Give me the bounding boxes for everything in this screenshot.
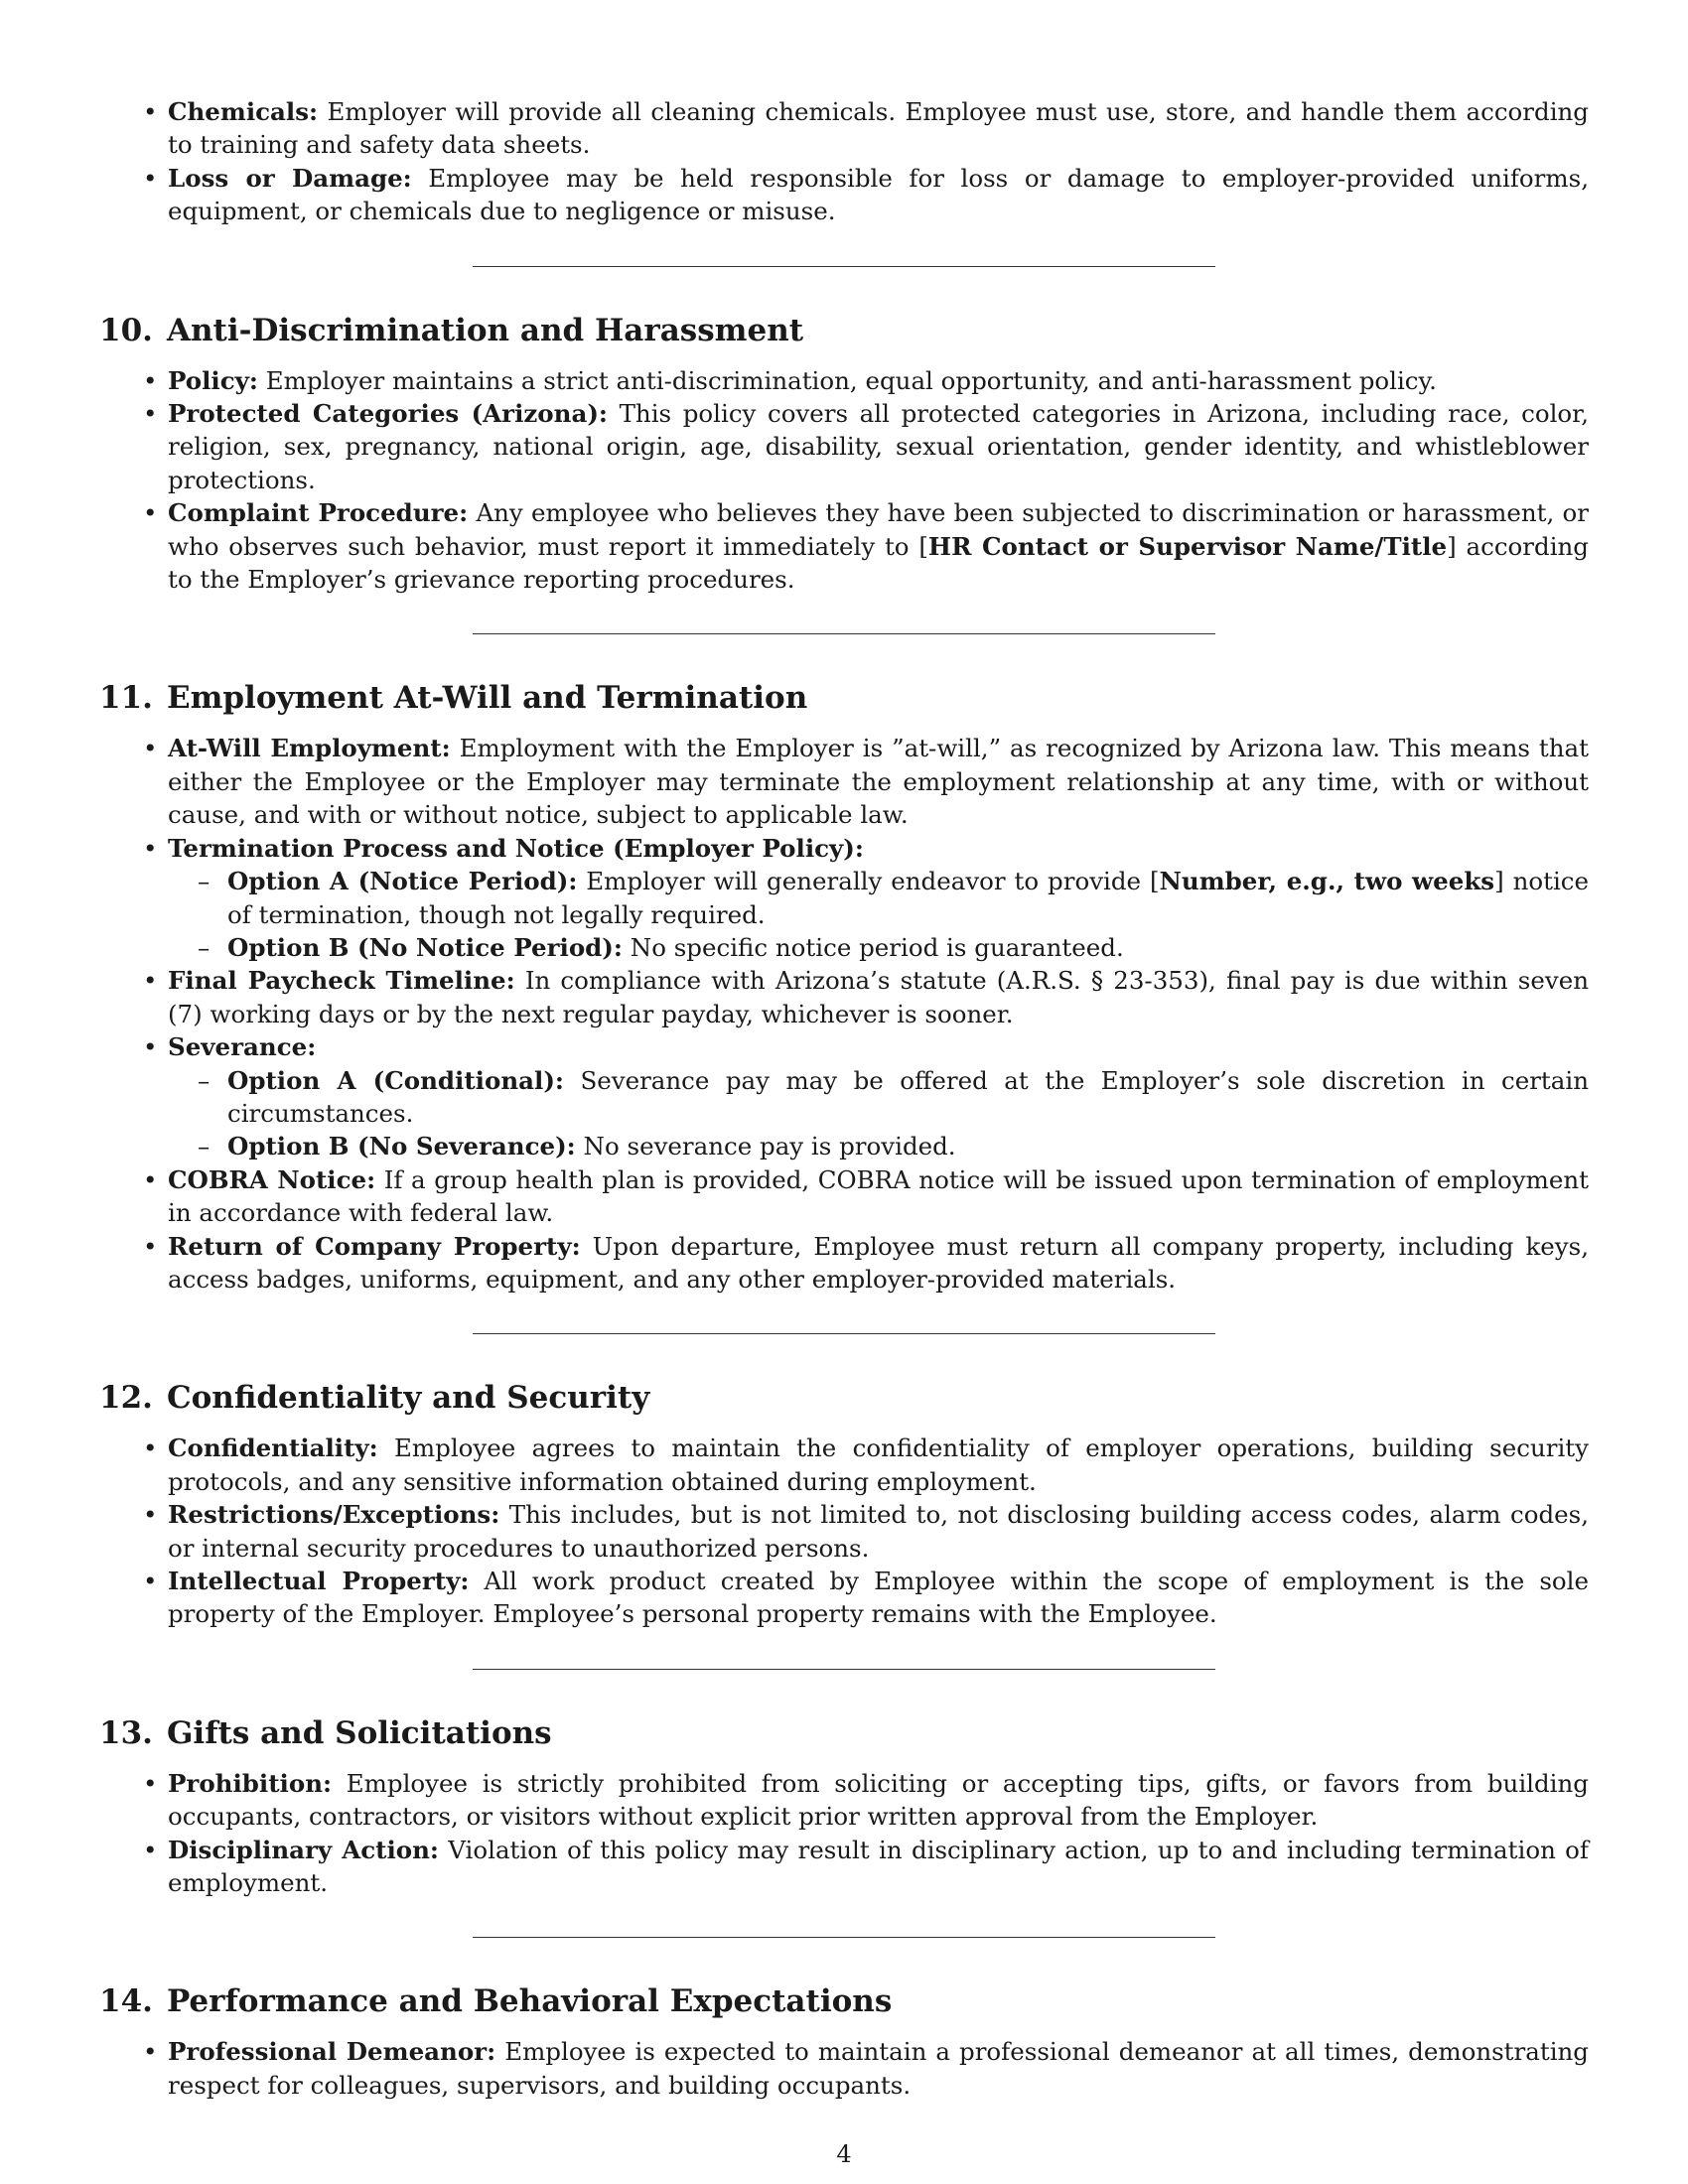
item-term: Restrictions/Exceptions: (168, 1500, 500, 1530)
list-item-disciplinary-action (99, 1834, 1589, 1900)
section-12-heading (99, 1378, 1589, 1418)
item-term: COBRA Notice: (168, 1164, 376, 1194)
section-10-heading (99, 311, 1589, 350)
list-item-final-paycheck (99, 964, 1589, 1030)
item-term: Prohibition: (168, 1768, 333, 1798)
section-13-heading (99, 1713, 1589, 1753)
list-item-loss-or-damage (99, 162, 1589, 228)
list-item-at-will (99, 732, 1589, 831)
item-term: Professional Demeanor: (168, 2037, 496, 2067)
item-text: Employment with the Employer is ”at-will,” as recognized by Arizona law. This means that either the Employee or the Employer may terminate the employment relationship at any time, with or without cause, and with or without notice, subject to applicable law. (168, 734, 1589, 830)
item-term: Disciplinary Action: (168, 1835, 439, 1864)
item-text: Employee may be held responsible for loss or damage to employer-provided uniforms, equipment, or chemicals due to negligence or misuse. (168, 163, 1589, 226)
item-term: Loss or Damage: (168, 163, 412, 193)
item-term: Option B (No Severance): (227, 1132, 576, 1161)
list-item-complaint-procedure (99, 496, 1589, 596)
placeholder-field: Number, e.g., two weeks (1159, 867, 1495, 896)
section-10-list (99, 364, 1589, 597)
item-text: Violation of this policy may result in disciplinary action, up to and including termination of employment. (168, 1835, 1589, 1898)
item-text: If a group health plan is provided, COBRA notice will be issued upon termination of employment in accordance with federal law. (168, 1164, 1590, 1228)
list-item-professional-demeanor (99, 2035, 1589, 2102)
section-title: Employment At-Will and Termination (166, 680, 808, 717)
section-title: Confidentiality and Security (166, 1380, 650, 1417)
item-text: In compliance with Arizona’s statute (A.R.S. § 23-353), final pay is due within seven (7) working days or by the next regular payday, whichever is sooner. (168, 966, 1589, 1028)
list-item-confidentiality (99, 1432, 1589, 1498)
item-text: Employer will provide all cleaning chemicals. Employee must use, store, and handle them according to training and safety data sheets. (168, 97, 1589, 160)
item-text: Employee is expected to maintain a professional demeanor at all times, demonstrating respect for colleagues, supervisors, and building occupants. (168, 2037, 1589, 2100)
list-item-cobra (99, 1163, 1589, 1230)
page-number: 4 (836, 2140, 852, 2168)
item-text: Employer maintains a strict anti-discrimination, equal opportunity, and anti-harassment policy. (265, 365, 1437, 395)
section-13-list (99, 1767, 1589, 1900)
section-9-continued-list (99, 95, 1589, 228)
section-number: 10. (99, 312, 153, 348)
list-item-restrictions (99, 1498, 1589, 1565)
section-divider (473, 1333, 1215, 1334)
section-11-list (99, 732, 1589, 1296)
section-14-heading (99, 1981, 1589, 2021)
item-term: Chemicals: (168, 97, 319, 126)
item-text: Employer will generally endeavor to provide [ (586, 867, 1160, 896)
section-12-list (99, 1432, 1589, 1630)
item-text: This policy covers all protected categories in Arizona, including race, color, religion, sex, pregnancy, national origin, age, disability, sexual orientation, gender identity, and whistleblower protections. (168, 399, 1589, 494)
item-term: Option A (Conditional): (227, 1065, 564, 1095)
item-text: Employee is strictly prohibited from soliciting or accepting tips, gifts, or favors from building occupants, contractors, or visitors without explicit prior written approval from the Employer. (168, 1768, 1589, 1832)
section-number: 13. (99, 1714, 153, 1751)
item-term: Intellectual Property: (168, 1567, 470, 1595)
list-item-option-a-conditional (168, 1064, 1589, 1131)
list-item-termination-process (99, 832, 1589, 965)
section-divider (473, 1669, 1215, 1670)
section-14-list (99, 2035, 1589, 2102)
item-text: All work product created by Employee within the scope of employment is the sole property of the Employer. Employee’s personal property remains with the Employee. (168, 1567, 1589, 1629)
list-item-policy (99, 364, 1589, 397)
section-title: Performance and Behavioral Expectations (166, 1983, 893, 2020)
item-text: This includes, but is not limited to, not disclosing building access codes, alarm codes, or internal security procedures to unauthorized persons. (168, 1500, 1589, 1563)
list-item-option-b-no-severance (168, 1130, 1589, 1162)
section-title: Anti-Discrimination and Harassment (166, 312, 804, 348)
item-term: Option B (No Notice Period): (227, 932, 623, 962)
item-text: No specific notice period is guaranteed. (630, 932, 1124, 962)
item-term: Option A (Notice Period): (227, 867, 578, 896)
list-item-severance (99, 1030, 1589, 1163)
termination-options-list (168, 865, 1589, 964)
section-divider (473, 266, 1215, 267)
item-term: Protected Categories (Arizona): (168, 399, 608, 429)
placeholder-field: HR Contact or Supervisor Name/Title (927, 531, 1448, 561)
item-term: Termination Process and Notice (Employer Policy): (168, 833, 864, 863)
item-text: ] according to the Employer’s grievance reporting procedures. (168, 531, 1589, 595)
section-number: 14. (99, 1983, 153, 2020)
item-text: Upon departure, Employee must return all company property, including keys, access badges, uniforms, equipment, and any other employer-provided materials. (168, 1231, 1589, 1294)
list-item-prohibition (99, 1767, 1589, 1834)
list-item-return-property (99, 1230, 1589, 1297)
list-item-intellectual-property (99, 1565, 1589, 1631)
item-text: Employee agrees to maintain the confidentiality of employer operations, building security protocols, and any sensitive information obtained during employment. (168, 1433, 1589, 1496)
list-item-option-b-no-notice (168, 931, 1589, 964)
section-number: 12. (99, 1380, 153, 1417)
section-divider (473, 1937, 1215, 1938)
item-term: Return of Company Property: (168, 1231, 581, 1261)
severance-options-list (168, 1064, 1589, 1163)
list-item-protected-categories (99, 397, 1589, 496)
item-text: Severance pay may be offered at the Employer’s sole discretion in certain circumstances. (227, 1065, 1589, 1128)
item-term: Final Paycheck Timeline: (168, 966, 515, 996)
list-item-option-a-notice (168, 865, 1589, 931)
item-term: Confidentiality: (168, 1433, 378, 1463)
section-title: Gifts and Solicitations (166, 1714, 552, 1751)
item-term: At-Will Employment: (168, 734, 451, 763)
item-text: ] notice of termination, though not legally required. (227, 867, 1590, 929)
section-divider (473, 633, 1215, 634)
section-11-heading (99, 678, 1589, 718)
document-page (99, 95, 1589, 2102)
list-item-chemicals (99, 95, 1589, 162)
item-term: Policy: (168, 365, 258, 395)
section-number: 11. (99, 680, 153, 717)
item-term: Severance: (168, 1032, 317, 1062)
item-text: Any employee who believes they have been subjected to discrimination or harassment, or who observes such behavior, must report it immediately to [ (168, 498, 1589, 561)
item-text: No severance pay is provided. (583, 1132, 956, 1161)
item-term: Complaint Procedure: (168, 498, 469, 528)
